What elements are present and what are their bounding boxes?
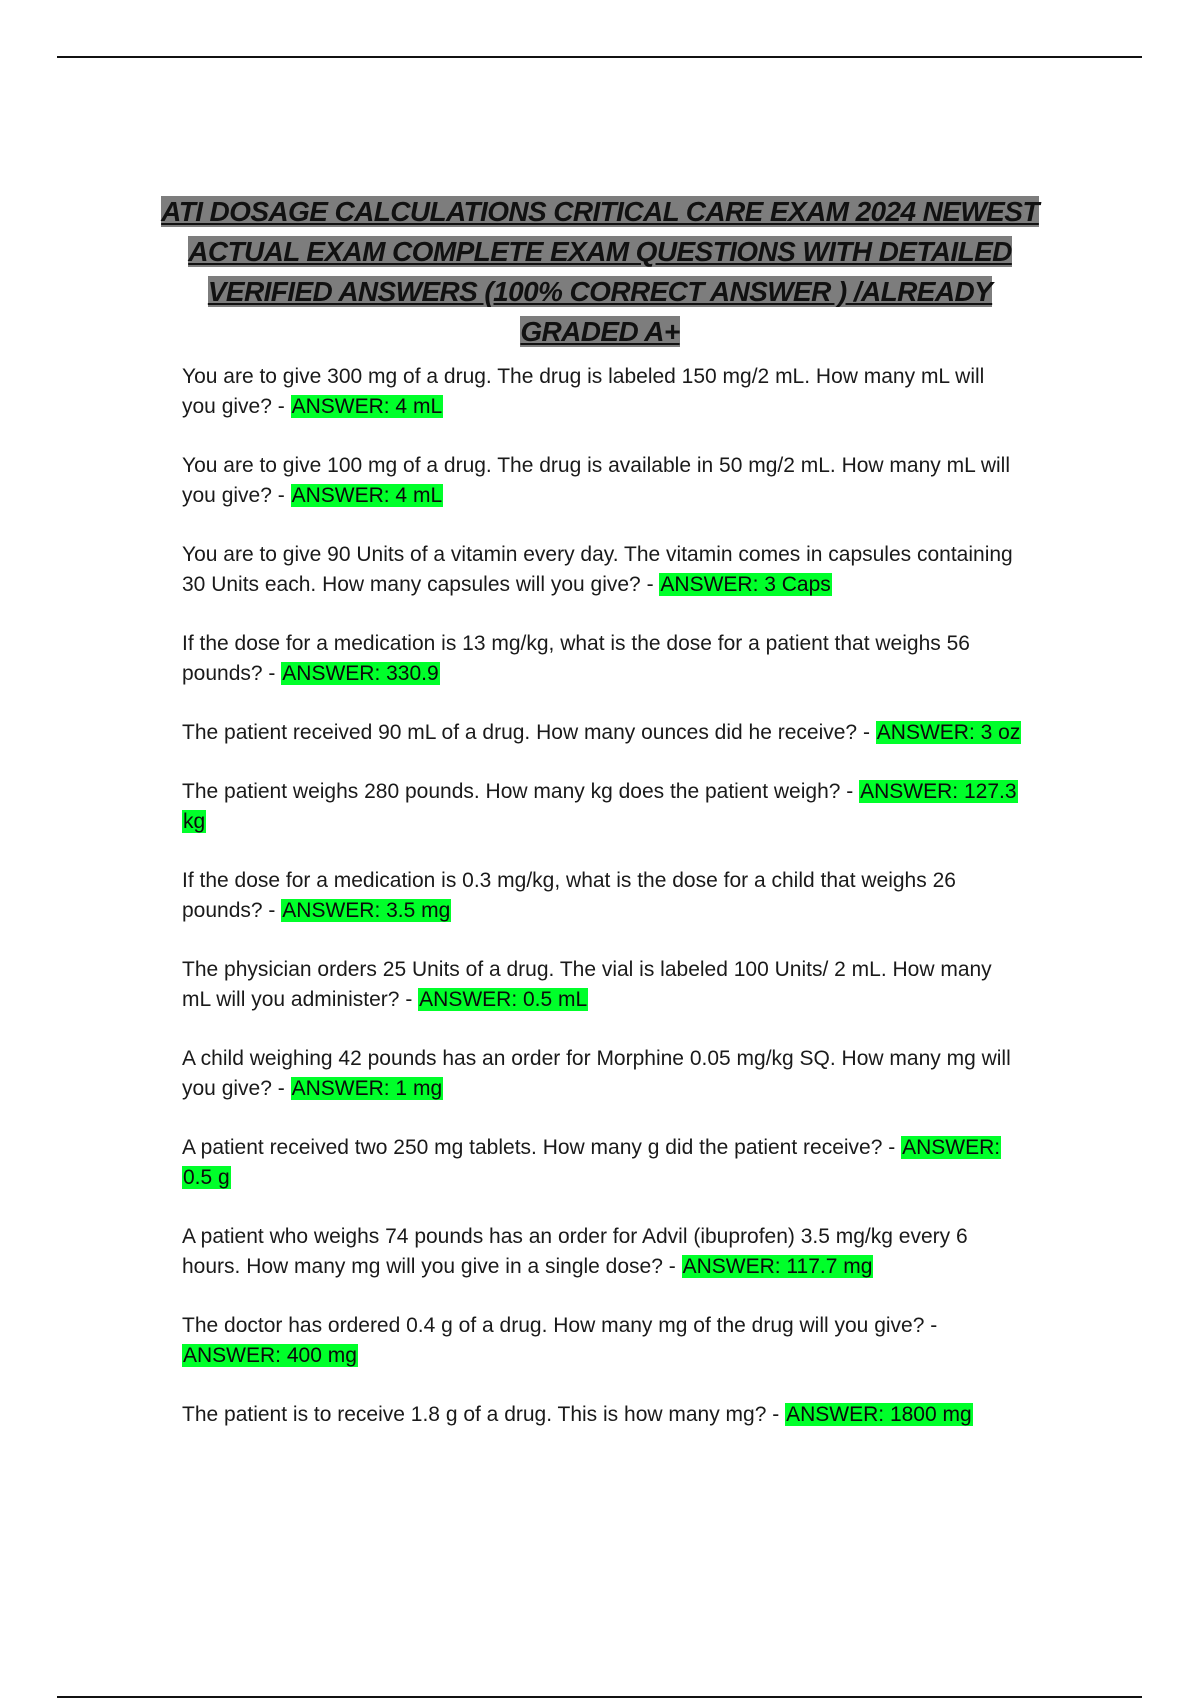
separator: - [646,573,654,596]
answer-highlight: ANSWER: 127.3 kg [183,780,1017,833]
answer-highlight: ANSWER: 0.5 mL [419,988,588,1011]
document-title [150,192,1050,352]
question-text: If the dose for a medication is 13 mg/kg, what is the dose for a patient that weighs 56 pounds? [182,632,970,685]
qa-item [182,362,1022,422]
qa-list [182,362,1022,1459]
qa-item [182,451,1022,511]
answer-highlight: ANSWER: 4 mL [291,484,443,507]
answer-highlight: ANSWER: 1 mg [291,1077,443,1100]
qa-item [182,1222,1022,1282]
separator: - [846,780,854,803]
answer-highlight: ANSWER: 1800 mg [786,1403,972,1426]
separator: - [862,721,870,744]
question-text: The doctor has ordered 0.4 g of a drug. How many mg of the drug will you give? [182,1314,925,1337]
separator: - [930,1314,938,1337]
document-title-text: ATI DOSAGE CALCULATIONS CRITICAL CARE EXAM 2024 NEWEST ACTUAL EXAM COMPLETE EXAM QUESTIONS WITH DETAILED VERIFIED ANSWERS (100% CORRECT ANSWER ) /ALREADY GRADED A+ [161,195,1039,347]
answer-highlight: ANSWER: 400 mg [183,1344,357,1367]
qa-item [182,718,1022,748]
separator: - [268,899,276,922]
answer-highlight: ANSWER: 117.7 mg [682,1255,873,1278]
answer-highlight: ANSWER: 4 mL [291,395,443,418]
separator: - [277,1077,285,1100]
answer-highlight: ANSWER: 330.9 [282,662,439,685]
qa-item [182,777,1022,837]
question-text: The physician orders 25 Units of a drug. The vial is labeled 100 Units/ 2 mL. How many mL will you administer? [182,958,992,1011]
qa-item [182,955,1022,1015]
question-text: A patient who weighs 74 pounds has an order for Advil (ibuprofen) 3.5 mg/kg every 6 hours. How many mg will you give in a single dose? [182,1225,968,1278]
qa-item [182,629,1022,689]
question-text: A patient received two 250 mg tablets. How many g did the patient receive? [182,1136,883,1159]
qa-item [182,1044,1022,1104]
answer-highlight: ANSWER: 3 Caps [660,573,831,596]
separator: - [668,1255,676,1278]
qa-item [182,866,1022,926]
separator: - [277,395,285,418]
question-text: A child weighing 42 pounds has an order for Morphine 0.05 mg/kg SQ. How many mg will you give? [182,1047,1011,1100]
separator: - [277,484,285,507]
answer-highlight: ANSWER: 3 oz [876,721,1021,744]
qa-item [182,1400,1022,1430]
qa-item [182,1311,1022,1371]
bottom-rule [57,1696,1142,1698]
question-text: The patient is to receive 1.8 g of a drug. This is how many mg? [182,1403,767,1426]
question-text: The patient received 90 mL of a drug. How many ounces did he receive? [182,721,858,744]
question-text: You are to give 300 mg of a drug. The drug is labeled 150 mg/2 mL. How many mL will you give? [182,365,985,418]
answer-highlight: ANSWER: 0.5 g [183,1136,1001,1189]
top-rule [57,56,1142,58]
qa-item [182,540,1022,600]
question-text: You are to give 100 mg of a drug. The drug is available in 50 mg/2 mL. How many mL will you give? [182,454,1010,507]
separator: - [888,1136,896,1159]
qa-item [182,1133,1022,1193]
separator: - [772,1403,780,1426]
question-text: You are to give 90 Units of a vitamin every day. The vitamin comes in capsules containing 30 Units each. How many capsules will you give? [182,543,1013,596]
separator: - [405,988,413,1011]
question-text: The patient weighs 280 pounds. How many kg does the patient weigh? [182,780,841,803]
separator: - [268,662,276,685]
answer-highlight: ANSWER: 3.5 mg [282,899,451,922]
question-text: If the dose for a medication is 0.3 mg/kg, what is the dose for a child that weighs 26 pounds? [182,869,956,922]
